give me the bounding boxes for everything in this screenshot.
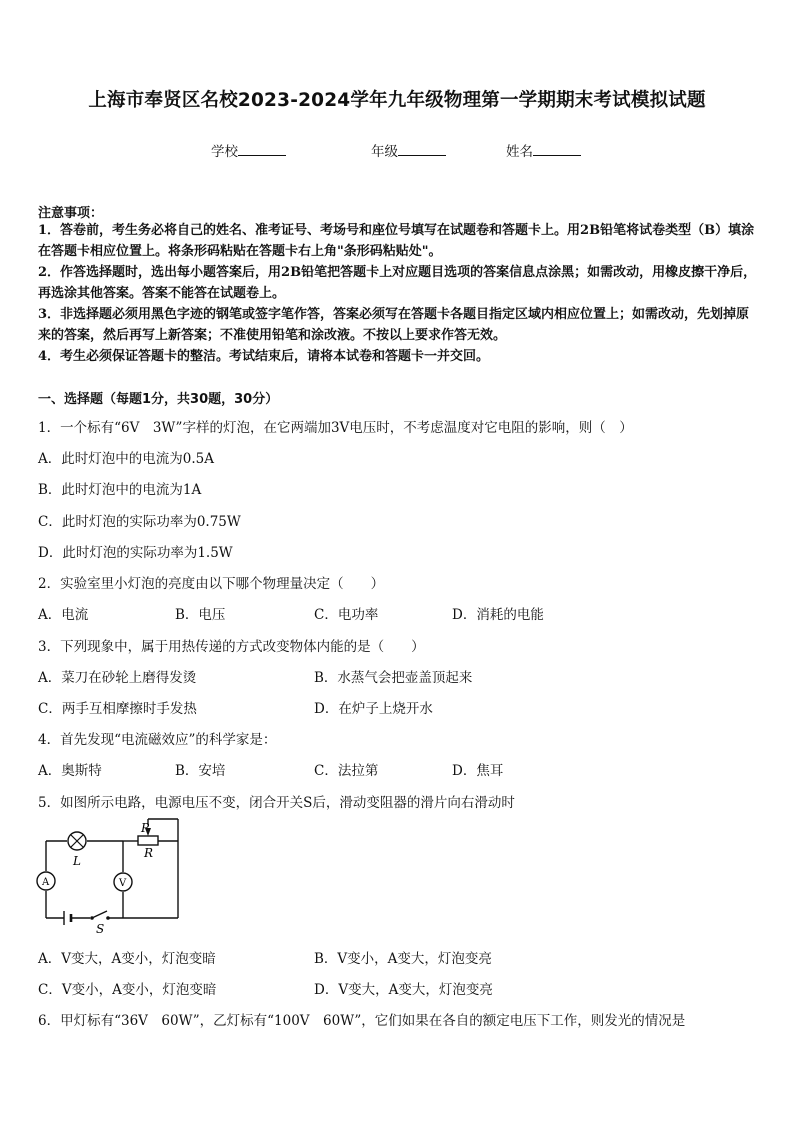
grade-field: 年级 <box>371 140 446 160</box>
q3-stem: 3．下列现象中，属于用热传递的方式改变物体内能的是（ ） <box>38 639 425 655</box>
q4-option-c: C．法拉第 <box>314 763 379 779</box>
q2-option-d: D．消耗的电能 <box>452 607 544 623</box>
q3-option-b: B．水蒸气会把壶盖顶起来 <box>314 670 473 686</box>
q1-option-d: D．此时灯泡的实际功率为1.5W <box>38 545 233 561</box>
grade-blank <box>398 143 446 156</box>
q6-stem: 6．甲灯标有“36V 60W”，乙灯标有“100V 60W”，它们如果在各自的额定电压下工作，则发光的情况是 <box>38 1013 686 1029</box>
q5-option-d: D．V变大，A变大，灯泡变亮 <box>314 982 493 998</box>
label-a: A <box>42 877 50 888</box>
q1-stem: 1．一个标有“6V 3W”字样的灯泡，在它两端加3V电压时，不考虑温度对它电阻的影响，则（ ） <box>38 420 633 436</box>
circuit-diagram <box>34 815 184 935</box>
school-field: 学校 <box>211 140 286 160</box>
switch-symbol <box>92 911 107 918</box>
notice-item: 1．答卷前，考生务必将自己的姓名、准考证号、考场号和座位号填写在试题卷和答题卡上。用2B铅笔将试卷类型（B）填涂在答题卡相应位置上。将条形码粘贴在答题卡右上角"条形码粘贴处"。 <box>38 223 755 259</box>
q4-stem: 4．首先发现“电流磁效应”的科学家是： <box>38 732 277 748</box>
name-blank <box>533 143 581 156</box>
q2-option-b: B．电压 <box>175 607 226 623</box>
notice-item: 3．非选择题必须用黑色字迹的钢笔或签字笔作答，答案必须写在答题卡各题目指定区域内相应位置上；如需改动，先划掉原来的答案，然后再写上新答案；不准使用铅笔和涂改液。不按以上要求作答无效。 <box>38 307 750 343</box>
label-p: P <box>141 821 150 835</box>
q3-option-a: A．菜刀在砂轮上磨得发烫 <box>38 670 197 686</box>
rheostat-symbol <box>138 836 158 845</box>
q3-option-c: C．两手互相摩擦时手发热 <box>38 701 197 717</box>
notice-item: 2．作答选择题时，选出每小题答案后，用2B铅笔把答题卡上对应题目选项的答案信息点涂黑；如需改动，用橡皮擦干净后，再选涂其他答案。答案不能答在试题卷上。 <box>38 265 757 301</box>
q4-option-d: D．焦耳 <box>452 763 504 779</box>
notice-heading: 注意事项： <box>38 206 104 221</box>
q5-stem: 5．如图所示电路，电源电压不变，闭合开关S后，滑动变阻器的滑片向右滑动时 <box>38 795 515 811</box>
page-title: 上海市奉贤区名校2023-2024学年九年级物理第一学期期末考试模拟试题 <box>88 90 706 111</box>
label-r: R <box>144 846 154 860</box>
label-l: L <box>73 854 81 868</box>
q2-option-c: C．电功率 <box>314 607 379 623</box>
label-s: S <box>96 922 105 935</box>
section-heading: 一、选择题（每题1分，共30题，30分） <box>38 392 279 407</box>
q5-option-a: A．V变大，A变小，灯泡变暗 <box>38 951 216 967</box>
q5-option-c: C．V变小，A变小，灯泡变暗 <box>38 982 217 998</box>
label-v: V <box>119 878 127 889</box>
q2-stem: 2．实验室里小灯泡的亮度由以下哪个物理量决定（ ） <box>38 576 385 592</box>
q2-option-a: A．电流 <box>38 607 89 623</box>
q5-option-b: B．V变小，A变大，灯泡变亮 <box>314 951 492 967</box>
q4-option-a: A．奥斯特 <box>38 763 102 779</box>
q3-option-d: D．在炉子上烧开水 <box>314 701 433 717</box>
notice-item: 4．考生必须保证答题卡的整洁。考试结束后，请将本试卷和答题卡一并交回。 <box>38 349 490 364</box>
q1-option-c: C．此时灯泡的实际功率为0.75W <box>38 514 241 530</box>
school-blank <box>238 143 286 156</box>
q4-option-b: B．安培 <box>175 763 226 779</box>
name-field: 姓名 <box>506 140 581 160</box>
q1-option-b: B．此时灯泡中的电流为1A <box>38 482 202 498</box>
q1-option-a: A．此时灯泡中的电流为0.5A <box>38 451 214 467</box>
